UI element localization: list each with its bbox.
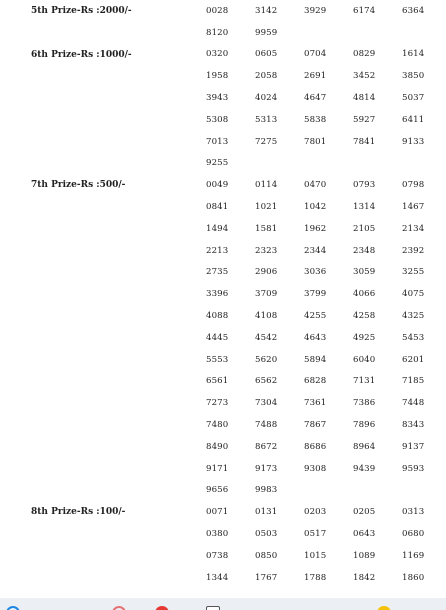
number-row: [206, 196, 446, 218]
winning-number: 4647: [304, 93, 327, 104]
prize-label: 8th Prize-Rs :100/-: [31, 507, 126, 518]
winning-number: 4325: [402, 311, 425, 322]
number-row: [206, 174, 446, 196]
winning-number: 7386: [353, 398, 376, 409]
winning-number: 6562: [255, 376, 278, 387]
winning-number: 8672: [255, 441, 278, 452]
winning-number: 4108: [255, 311, 278, 322]
winning-number: 0203: [304, 507, 327, 518]
winning-number: 7841: [353, 136, 376, 147]
winning-number: 4814: [353, 93, 376, 104]
winning-number: 6174: [353, 5, 376, 16]
prize-label: 6th Prize-Rs :1000/-: [31, 49, 132, 60]
winning-number: 0320: [206, 49, 229, 60]
winning-number: 0131: [255, 507, 278, 518]
winning-number: 0680: [402, 529, 425, 540]
winning-number: 4255: [304, 311, 327, 322]
winning-number: 0380: [206, 529, 229, 540]
prize-label: 5th Prize-Rs :2000/-: [31, 6, 132, 16]
winning-number: 4258: [353, 311, 376, 322]
taskbar: [0, 598, 446, 610]
winning-number: 4075: [402, 289, 425, 300]
winning-number: 8686: [304, 441, 327, 452]
winning-number: 6828: [304, 376, 327, 387]
winning-number: 7361: [304, 398, 327, 409]
winning-number: 1169: [402, 550, 425, 561]
winning-number: 0850: [255, 550, 278, 561]
winning-number: 4925: [353, 332, 376, 343]
winning-number: 0793: [353, 180, 376, 191]
winning-number: 2906: [255, 267, 278, 278]
winning-number: 1467: [402, 202, 425, 213]
winning-number: 2691: [304, 71, 327, 82]
winning-number: 5553: [206, 354, 229, 365]
winning-number: 5927: [353, 114, 376, 125]
prize-number-grid: [206, 174, 446, 501]
winning-number: 3709: [255, 289, 278, 300]
prize-number-grid: [206, 0, 446, 44]
winning-number: 7480: [206, 420, 229, 431]
number-row: [206, 305, 446, 327]
winning-number: 0643: [353, 529, 376, 540]
number-row: [206, 44, 446, 66]
winning-number: 5453: [402, 332, 425, 343]
winning-number: 1614: [402, 49, 425, 60]
number-row: [206, 65, 446, 87]
winning-number: 0841: [206, 202, 229, 213]
app-icon[interactable]: [112, 606, 126, 610]
winning-number: 2344: [304, 245, 327, 256]
winning-number: 7131: [353, 376, 376, 387]
winning-number: 6364: [402, 5, 425, 16]
winning-number: 7275: [255, 136, 278, 147]
winning-number: 7448: [402, 398, 425, 409]
winning-number: 2058: [255, 71, 278, 82]
winning-number: 7273: [206, 398, 229, 409]
number-row: [206, 458, 446, 480]
winning-number: 7013: [206, 136, 229, 147]
number-row: [206, 436, 446, 458]
winning-number: 4643: [304, 332, 327, 343]
winning-number: 0829: [353, 49, 376, 60]
prize-number-grid: [206, 44, 446, 175]
number-row: [206, 480, 446, 502]
winning-number: 1962: [304, 223, 327, 234]
winning-number: 8343: [402, 420, 425, 431]
winning-number: 1021: [255, 202, 278, 213]
winning-number: 9171: [206, 463, 229, 474]
winning-number: 6411: [402, 114, 425, 125]
winning-number: 1788: [304, 572, 327, 583]
winning-number: 5894: [304, 354, 327, 365]
winning-number: 0205: [353, 507, 376, 518]
number-row: [206, 218, 446, 240]
prize-section: [0, 174, 446, 501]
prize-section: [0, 44, 446, 175]
winning-number: 0114: [255, 180, 278, 191]
winning-number: 4445: [206, 332, 229, 343]
winning-number: 1842: [353, 572, 376, 583]
winning-number: 3255: [402, 267, 425, 278]
winning-number: 6201: [402, 354, 425, 365]
number-row: [206, 22, 446, 44]
winning-number: 0517: [304, 529, 327, 540]
winning-number: 2392: [402, 245, 425, 256]
number-row: [206, 0, 446, 22]
winning-number: 5620: [255, 354, 278, 365]
winning-number: 3059: [353, 267, 376, 278]
number-row: [206, 131, 446, 153]
number-row: [206, 283, 446, 305]
winning-number: 0798: [402, 180, 425, 191]
prize-number-grid: [206, 501, 446, 588]
prize-section: [0, 501, 446, 588]
winning-number: 9983: [255, 485, 278, 496]
winning-number: 6561: [206, 376, 229, 387]
file-icon[interactable]: [206, 606, 220, 610]
browser-icon[interactable]: [6, 606, 20, 610]
number-row: [206, 109, 446, 131]
winning-number: 7867: [304, 420, 327, 431]
winning-number: 9137: [402, 441, 425, 452]
winning-number: 7488: [255, 420, 278, 431]
winning-number: 9593: [402, 463, 425, 474]
winning-number: 9255: [206, 158, 229, 169]
number-row: [206, 392, 446, 414]
winning-number: 0071: [206, 507, 229, 518]
winning-number: 7896: [353, 420, 376, 431]
winning-number: 1767: [255, 572, 278, 583]
app-icon[interactable]: [155, 606, 169, 610]
prize-label: 7th Prize-Rs :500/-: [31, 180, 126, 191]
winning-number: 3396: [206, 289, 229, 300]
winning-number: 3929: [304, 5, 327, 16]
winning-number: 2134: [402, 223, 425, 234]
winning-number: 3850: [402, 71, 425, 82]
winning-number: 2348: [353, 245, 376, 256]
winning-number: 4542: [255, 332, 278, 343]
number-row: [206, 327, 446, 349]
winning-number: 3036: [304, 267, 327, 278]
winning-number: 4066: [353, 289, 376, 300]
winning-number: 3799: [304, 289, 327, 300]
prize-section: [0, 0, 446, 44]
winning-number: 1314: [353, 202, 376, 213]
number-row: [206, 371, 446, 393]
winning-number: 5308: [206, 114, 229, 125]
winning-number: 2735: [206, 267, 229, 278]
winning-number: 7304: [255, 398, 278, 409]
winning-number: 5037: [402, 93, 425, 104]
winning-number: 7801: [304, 136, 327, 147]
winning-number: 2213: [206, 245, 229, 256]
number-row: [206, 262, 446, 284]
winning-number: 3943: [206, 93, 229, 104]
number-row: [206, 349, 446, 371]
winning-number: 0049: [206, 180, 229, 191]
number-row: [206, 567, 446, 589]
winning-number: 0605: [255, 49, 278, 60]
winning-number: 1860: [402, 572, 425, 583]
winning-number: 4024: [255, 93, 278, 104]
winning-number: 8120: [206, 27, 229, 38]
winning-number: 9173: [255, 463, 278, 474]
winning-number: 1958: [206, 71, 229, 82]
number-row: [206, 501, 446, 523]
winning-number: 0503: [255, 529, 278, 540]
winning-number: 2105: [353, 223, 376, 234]
number-row: [206, 414, 446, 436]
winning-number: 5838: [304, 114, 327, 125]
winning-number: 1015: [304, 550, 327, 561]
winning-number: 9656: [206, 485, 229, 496]
winning-number: 9439: [353, 463, 376, 474]
winning-number: 1494: [206, 223, 229, 234]
number-row: [206, 240, 446, 262]
winning-number: 1042: [304, 202, 327, 213]
winning-number: 0313: [402, 507, 425, 518]
winning-number: 0738: [206, 550, 229, 561]
winning-number: 2323: [255, 245, 278, 256]
winning-number: 1344: [206, 572, 229, 583]
winning-number: 3142: [255, 5, 278, 16]
number-row: [206, 153, 446, 175]
winning-number: 7185: [402, 376, 425, 387]
winning-number: 9308: [304, 463, 327, 474]
winning-number: 8964: [353, 441, 376, 452]
winning-number: 3452: [353, 71, 376, 82]
number-row: [206, 87, 446, 109]
winning-number: 0470: [304, 180, 327, 191]
winning-number: 1089: [353, 550, 376, 561]
winning-number: 1581: [255, 223, 278, 234]
number-row: [206, 523, 446, 545]
winning-number: 4088: [206, 311, 229, 322]
notification-icon[interactable]: [377, 606, 391, 610]
number-row: [206, 545, 446, 567]
winning-number: 6040: [353, 354, 376, 365]
winning-number: 8490: [206, 441, 229, 452]
winning-number: 0028: [206, 5, 229, 16]
winning-number: 5313: [255, 114, 278, 125]
winning-number: 9133: [402, 136, 425, 147]
winning-number: 9959: [255, 27, 278, 38]
winning-number: 0704: [304, 49, 327, 60]
